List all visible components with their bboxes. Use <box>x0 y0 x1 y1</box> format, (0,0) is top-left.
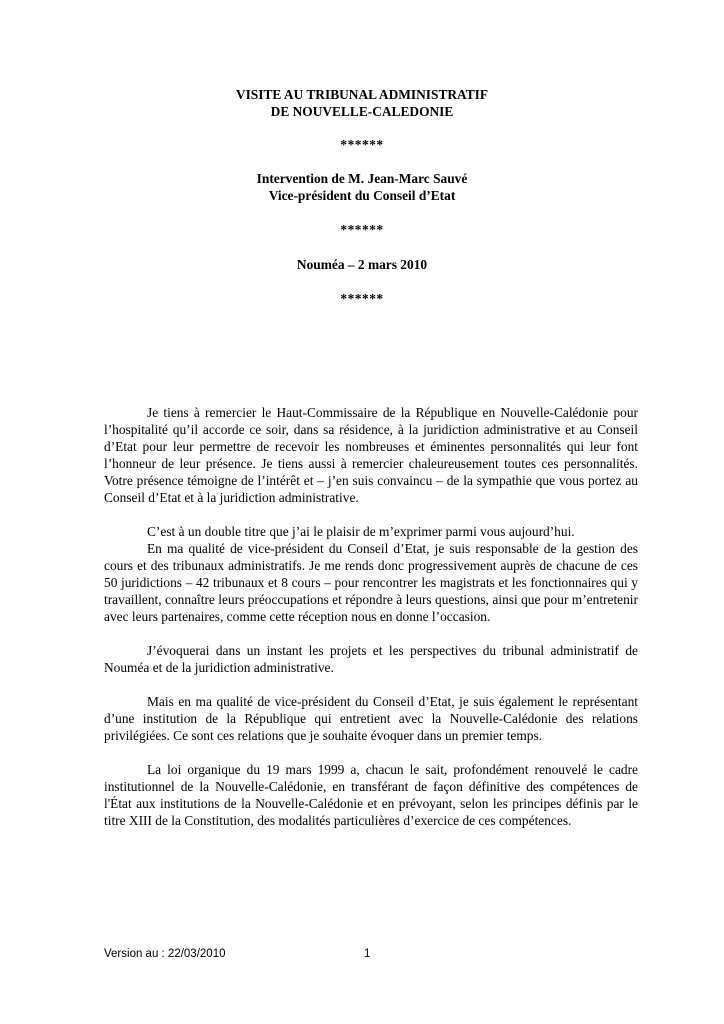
footer-version: Version au : 22/03/2010 <box>104 948 226 960</box>
paragraph-3: En ma qualité de vice-président du Conseil d’Etat, je suis responsable de la gestion des cours et des tribunaux administratifs. Je me rends donc progressivement auprès de chacune de ces 50 juridictions – 42 tribunaux et 8 cours – pour rencontrer les magistrats et les fonctionnaires qui y travaillent, connaître leurs préoccupations et répondre à leurs questions, ainsi que pour m’entretenir avec leurs partenaires, comme cette réception nous en donne l’occasion. <box>104 541 638 624</box>
paragraph-4: J’évoquerai dans un instant les projets et les perspectives du tribunal administratif de Nouméa et de la juridiction administrative. <box>104 643 638 675</box>
paragraph-6: La loi organique du 19 mars 1999 a, chacun le sait, profondément renouvelé le cadre institutionnel de la Nouvelle-Calédonie, en transférant de façon définitive des compétences de l'État aux institutions de la Nouvelle-Calédonie et en prévoyant, selon les principes définis par le titre XIII de la Constitution, des modalités particulières d’exercice de ces compétences. <box>104 762 638 828</box>
separator-2: ****** <box>340 222 384 237</box>
title-line-2: DE NOUVELLE-CALEDONIE <box>270 104 454 119</box>
document-body <box>104 404 638 829</box>
speaker-block <box>0 170 724 204</box>
separator-1: ****** <box>340 137 384 152</box>
title-line-1: VISITE AU TRIBUNAL ADMINISTRATIF <box>235 87 489 102</box>
page-number: 1 <box>364 948 371 960</box>
paragraph-5: Mais en ma qualité de vice-président du Conseil d’Etat, je suis également le représentant d’une institution de la République qui entretient avec la Nouvelle-Calédonie des relations privilégiées. Ce sont ces relations que je souhaite évoquer dans un premier temps. <box>104 694 638 743</box>
document-header <box>0 86 724 120</box>
speaker-line-2: Vice-président du Conseil d’Etat <box>268 188 456 203</box>
paragraph-1: Je tiens à remercier le Haut-Commissaire de la République en Nouvelle-Calédonie pour l’hospitalité qu’il accorde ce soir, dans sa résidence, à la juridiction administrative et au Conseil d’Etat pour leur permettre de recevoir les nombreuses et éminentes personnalités qui leur font l’honneur de leur présence. Je tiens aussi à remercier chaleureusement toutes ces personnalités. Votre présence témoigne de l’intérêt et – j’en suis convaincu – de la sympathie que vous portez au Conseil d’Etat et à la juridiction administrative. <box>104 405 638 505</box>
paragraph-2: C’est à un double titre que j’ai le plaisir de m’exprimer parmi vous aujourd’hui. <box>147 524 575 539</box>
place-date: Nouméa – 2 mars 2010 <box>296 257 428 272</box>
separator-3: ****** <box>340 291 384 306</box>
speaker-line-1: Intervention de M. Jean-Marc Sauvé <box>256 171 468 186</box>
